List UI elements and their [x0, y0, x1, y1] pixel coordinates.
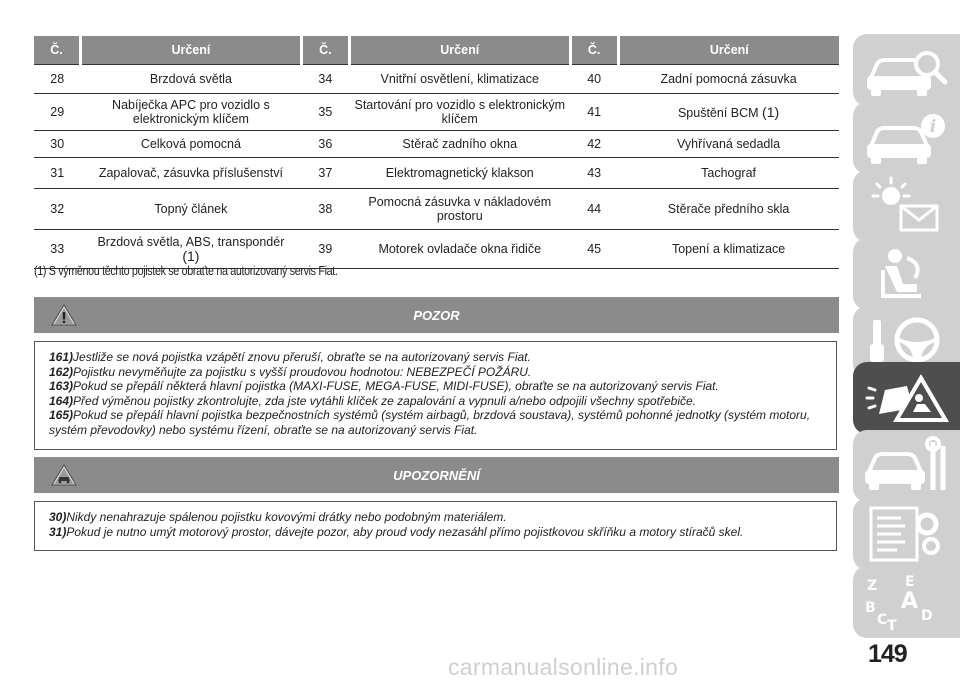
fuse-number: 33: [34, 230, 81, 269]
fuse-purpose: Vnitřní osvětlení, klimatizace: [349, 65, 570, 94]
fuse-purpose: Zadní pomocná zásuvka: [618, 65, 839, 94]
fuse-number: 45: [570, 230, 618, 269]
caution-text: Nikdy nenahrazuje spálenou pojistku kovovými drátky nebo podobným materiálem.: [66, 510, 507, 524]
fuse-purpose: Brzdová světla: [81, 65, 302, 94]
column-header-purpose: Určení: [81, 36, 302, 65]
fuse-number: 39: [301, 230, 349, 269]
footnote-marker: (1): [182, 247, 200, 264]
svg-text:C: C: [877, 612, 888, 628]
fuse-number: 41: [570, 94, 618, 131]
fuse-purpose: Spuštění BCM: [677, 105, 759, 120]
caution-item: [49, 525, 826, 540]
svg-text:B: B: [865, 600, 876, 616]
fuse-purpose: Motorek ovladače okna řidiče: [349, 230, 570, 269]
car-info-icon: [861, 108, 956, 168]
fuse-purpose: Stěrač zadního okna: [349, 131, 570, 158]
warning-item: [49, 379, 826, 394]
warning-number: 163): [49, 379, 74, 393]
table-row: [34, 94, 839, 131]
fuse-number: 38: [301, 189, 349, 230]
fuse-number: 40: [570, 65, 618, 94]
warning-number: 161): [49, 350, 74, 364]
table-row: [34, 65, 839, 94]
footnote-marker: (1): [762, 103, 780, 120]
fuse-purpose: Pomocná zásuvka v nákladovém prostoru: [349, 189, 570, 230]
caution-banner: [34, 457, 839, 493]
fuse-number: 42: [570, 131, 618, 158]
table-row: [34, 158, 839, 189]
fuse-number: 44: [570, 189, 618, 230]
svg-text:A: A: [901, 589, 919, 614]
alphabet-index-icon: [861, 572, 956, 632]
tab-safety[interactable]: [853, 238, 960, 310]
fuse-purpose: Tachograf: [618, 158, 839, 189]
warning-number: 164): [49, 393, 74, 408]
fuse-purpose: Elektromagnetický klakson: [349, 158, 570, 189]
fuse-number: 43: [570, 158, 618, 189]
table-row: [34, 230, 839, 269]
tab-lights-messages[interactable]: [853, 170, 960, 242]
car-tools-icon: [861, 436, 956, 496]
svg-text:D: D: [921, 608, 933, 624]
fuse-purpose: Startování pro vozidlo s elektronickým klíčem: [349, 94, 570, 131]
fuse-number: 34: [301, 65, 349, 94]
tab-maintenance[interactable]: [853, 430, 960, 502]
car-warning-triangle-icon: [861, 368, 956, 428]
fuse-number: 31: [34, 158, 81, 189]
warning-number: 165): [49, 408, 74, 422]
warning-box: [34, 341, 837, 450]
fuse-purpose: Topení a klimatizace: [618, 230, 839, 269]
warning-text: Pokud se přepálí hlavní pojistka bezpečnostních systémů (systém airbagů, brzdová soustava), systémů pohonné jednotky (systém motoru, systém převodovky) nebo systému řízení, obraťte se na autorizovaný servis Fiat.: [49, 408, 811, 437]
column-header-purpose: Určení: [349, 36, 570, 65]
fuse-number: 30: [34, 131, 81, 158]
svg-text:T: T: [887, 618, 897, 632]
table-row: [34, 131, 839, 158]
caution-number: 30): [49, 510, 67, 524]
tab-car-info[interactable]: [853, 102, 960, 174]
svg-text:i: i: [929, 117, 937, 137]
table-footnote: (1) S výměnou těchto pojistek se obraťte na autorizovaný servis Fiat.: [34, 264, 338, 278]
warning-banner: [34, 297, 839, 333]
caution-text: Pokud je nutno umýt motorový prostor, dávejte pozor, aby proud vody nezasáhl přímo pojistkovou skříňku a motory stíračů skel.: [66, 524, 744, 539]
fuse-purpose: Zapalovač, zásuvka příslušenství: [81, 158, 302, 189]
car-search-icon: [861, 40, 956, 100]
warning-text: Pojistku nevyměňujte za pojistku s vyšší proudovou hodnotou: NEBEZPEČÍ POŽÁRU.: [73, 364, 532, 379]
fuse-number: 28: [34, 65, 81, 94]
column-header-number: Č.: [301, 36, 349, 65]
svg-text:Z: Z: [867, 578, 878, 594]
tab-index[interactable]: [853, 566, 960, 638]
fuse-number: 32: [34, 189, 81, 230]
warning-title: POZOR: [413, 308, 460, 323]
caution-title: UPOZORNĚNÍ: [393, 468, 480, 483]
page-number: 149: [868, 640, 907, 668]
fuse-purpose: Celková pomocná: [81, 131, 302, 158]
tab-technical-data[interactable]: [853, 498, 960, 570]
warning-number: 162): [49, 364, 74, 379]
caution-item: [49, 510, 826, 525]
fuse-number: 35: [301, 94, 349, 131]
fuse-number: 36: [301, 131, 349, 158]
fuse-purpose: Nabíječka APC pro vozidlo s elektronickým klíčem: [81, 94, 302, 131]
table-row: [34, 189, 839, 230]
column-header-purpose: Určení: [618, 36, 839, 65]
fuse-purpose: Topný článek: [81, 189, 302, 230]
warning-item: [49, 365, 826, 380]
spec-sheet-gear-icon: [861, 504, 956, 564]
column-header-number: Č.: [570, 36, 618, 65]
seat-airbag-icon: [861, 244, 956, 304]
warning-text: Před výměnou pojistky zkontrolujte, zda jste vytáhli klíček ze zapalování a vypnuli a/nebo odpojili všechny spotřebiče.: [73, 393, 697, 408]
fuse-purpose: Brzdová světla, ABS, transpondér: [97, 234, 285, 249]
caution-box: [34, 501, 837, 551]
warning-item: [49, 394, 826, 409]
warning-item: [49, 408, 826, 437]
warning-item: [49, 350, 826, 365]
fuse-purpose-cell: [81, 230, 302, 269]
fuse-number: 37: [301, 158, 349, 189]
warning-text: Jestliže se nová pojistka vzápětí znovu přeruší, obraťte se na autorizovaný servis Fiat.: [73, 350, 531, 364]
fuse-purpose: Vyhřívaná sedadla: [618, 131, 839, 158]
caution-number: 31): [49, 524, 67, 539]
table-header-row: [34, 36, 839, 65]
fuse-table: [34, 36, 839, 269]
watermark: carmanualsonline.info: [448, 654, 679, 680]
warning-text: Pokud se přepálí některá hlavní pojistka (MAXI-FUSE, MEGA-FUSE, MIDI-FUSE), obraťte se na autorizovaný servis Fiat.: [73, 379, 719, 393]
fuse-purpose: Stěrače předního skla: [618, 189, 839, 230]
column-header-number: Č.: [34, 36, 81, 65]
fuse-purpose-cell: [618, 94, 839, 131]
fuse-number: 29: [34, 94, 81, 131]
tab-emergency[interactable]: [853, 362, 960, 434]
svg-text:E: E: [905, 574, 915, 590]
lights-message-icon: [861, 176, 956, 236]
tab-car-search[interactable]: [853, 34, 960, 106]
